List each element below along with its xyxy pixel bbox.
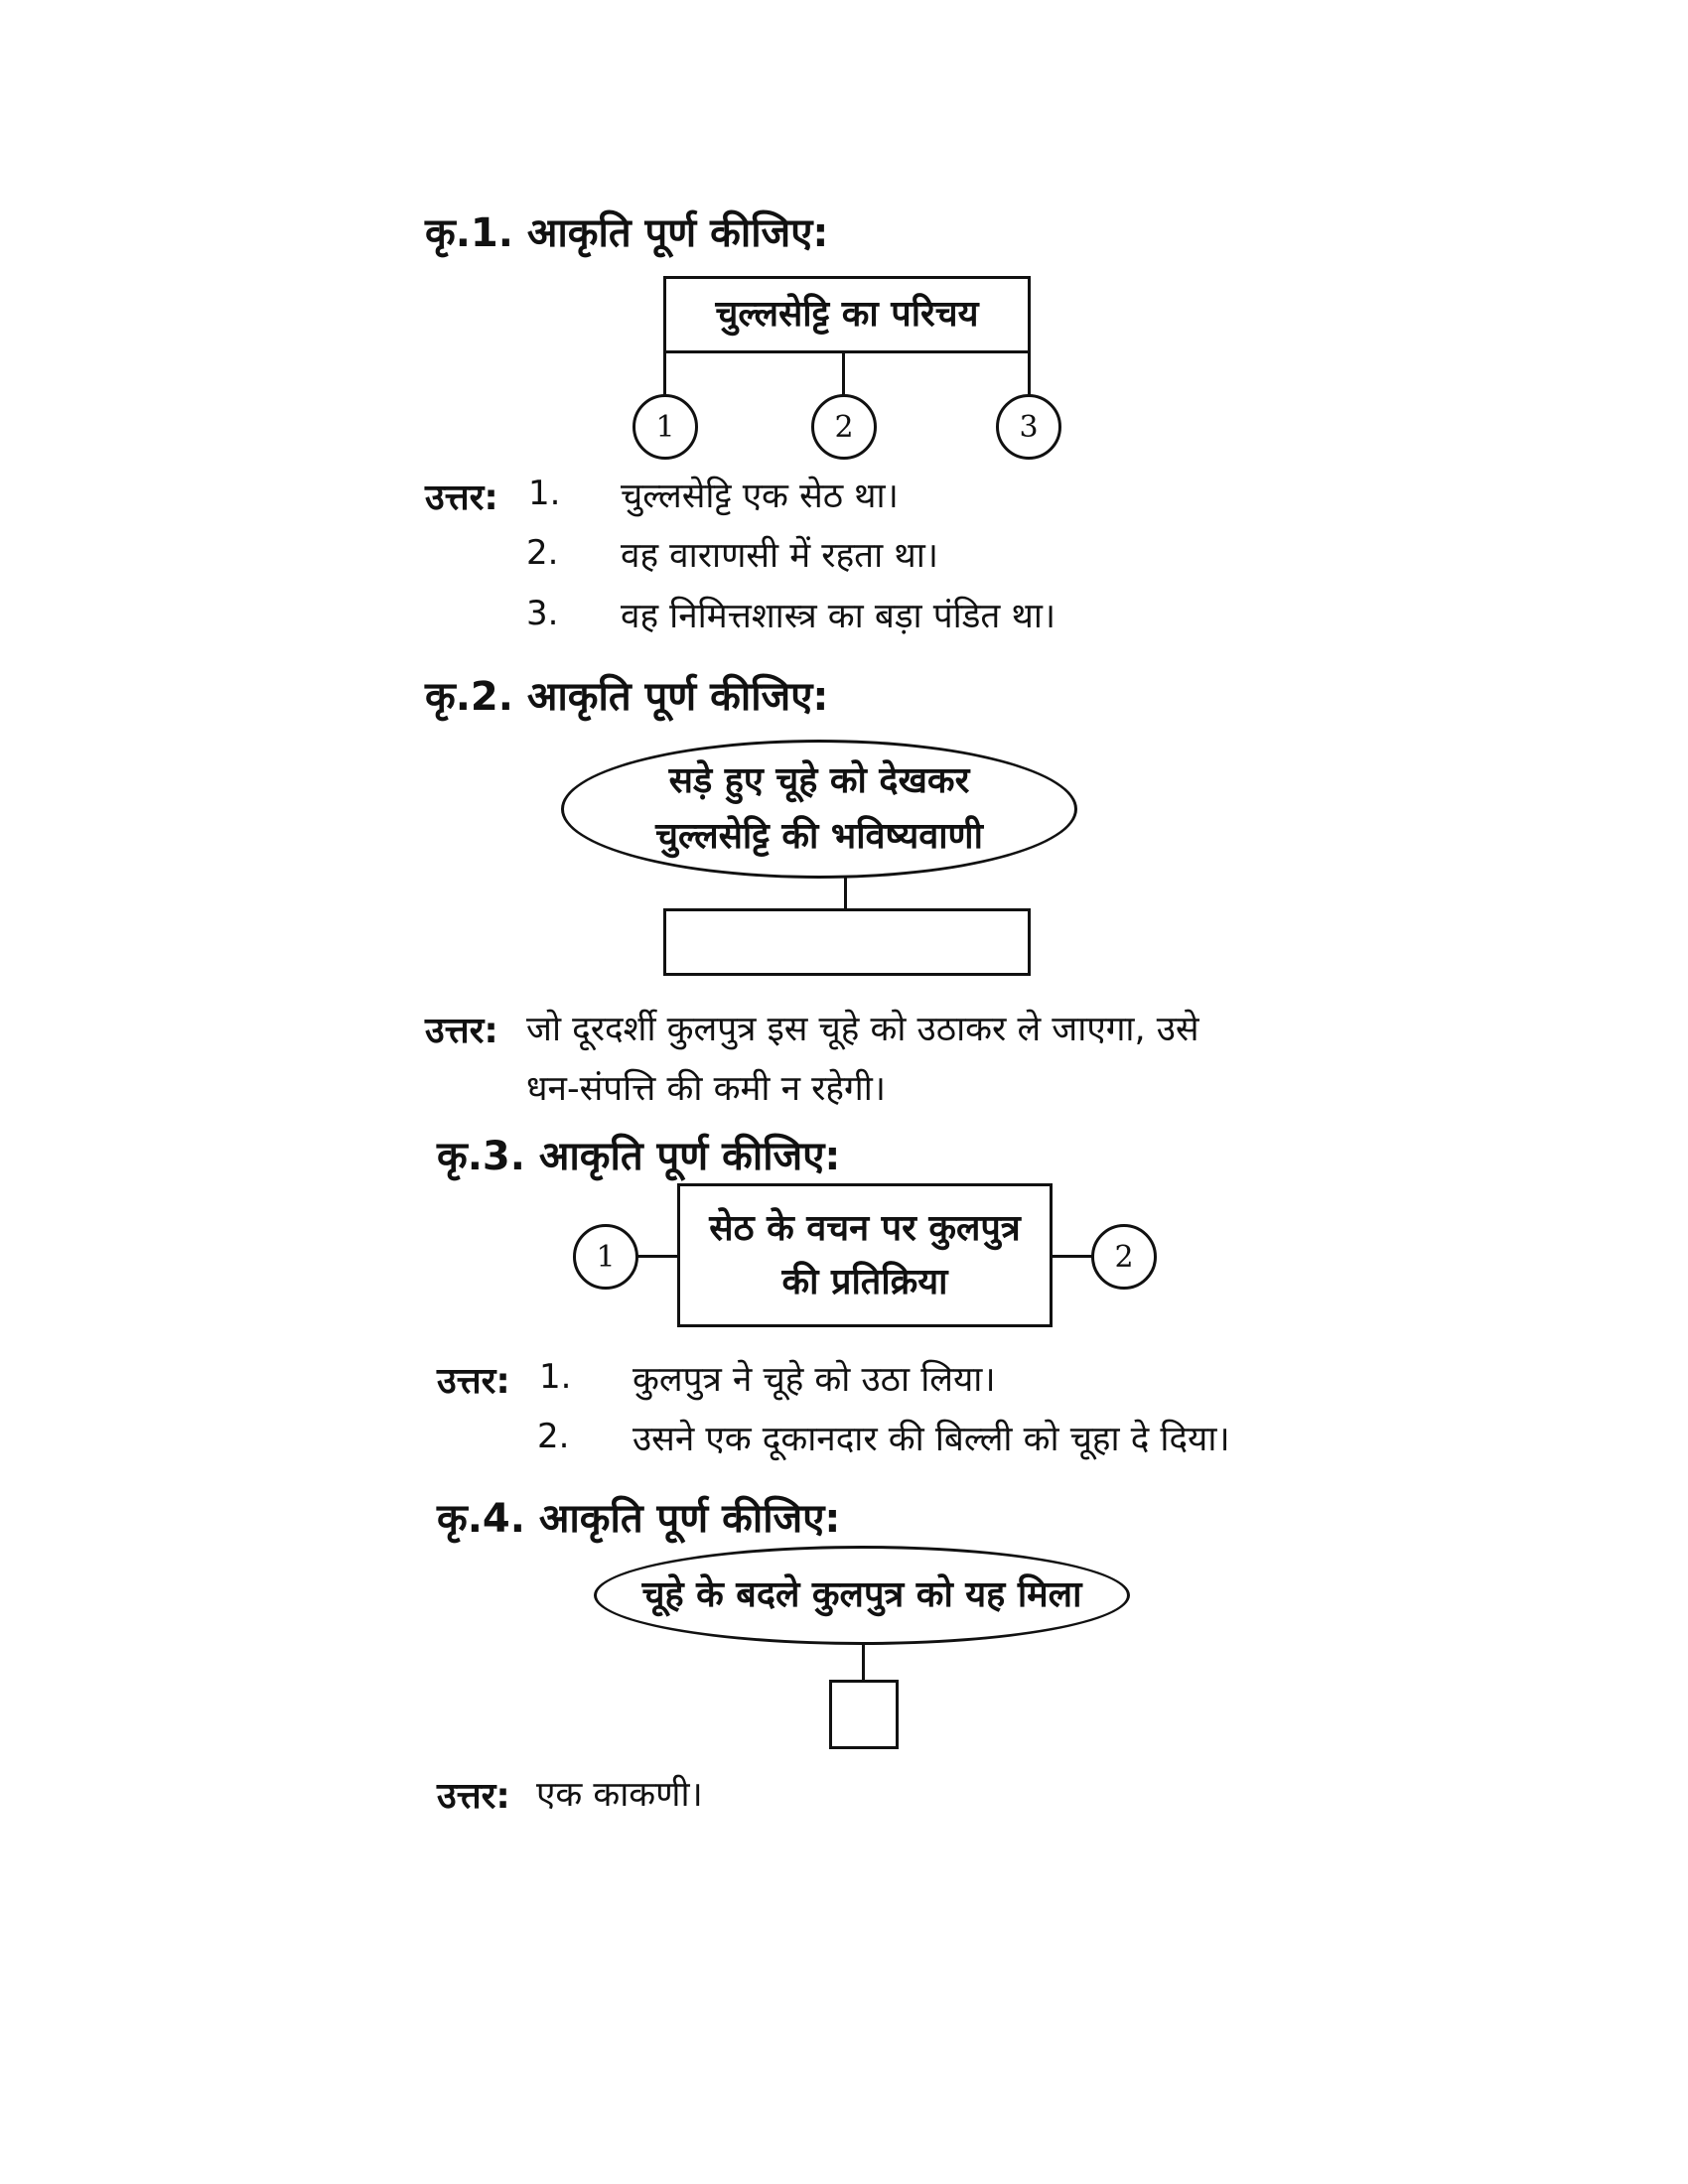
- q2-oval-line-1: सड़े हुए चूहे को देखकर: [668, 760, 970, 802]
- q2-empty-box: [663, 908, 1031, 976]
- q3-answer-1: कुलपुत्र ने चूहे को उठा लिया।: [633, 1360, 996, 1400]
- q4-received-oval: चूहे के बदले कुलपुत्र को यह मिला: [594, 1546, 1130, 1645]
- q4-heading: कृ.4. आकृति पूर्ण कीजिए:: [437, 1496, 841, 1542]
- q3-heading: कृ.3. आकृति पूर्ण कीजिए:: [437, 1134, 841, 1179]
- q2-answer-label: उत्तर:: [425, 1011, 498, 1051]
- q1-answer-num-3: 3.: [526, 594, 559, 633]
- q4-empty-box: [829, 1680, 899, 1749]
- q2-answer-line-1: जो दूरदर्शी कुलपुत्र इस चूहे को उठाकर ले जाएगा, उसे: [526, 1010, 1199, 1049]
- q1-connector-right: [1028, 351, 1031, 399]
- q1-connector-left: [663, 351, 666, 399]
- q3-reaction-box: [677, 1183, 1053, 1327]
- q1-answer-num-2: 2.: [526, 533, 559, 573]
- q1-circle-1: 1: [633, 394, 698, 460]
- q4-answer-label: उत्तर:: [437, 1776, 510, 1817]
- q1-heading: कृ.1. आकृति पूर्ण कीजिए:: [425, 210, 829, 256]
- q4-answer: एक काकणी।: [536, 1775, 703, 1815]
- q3-circle-1: 1: [573, 1224, 638, 1290]
- q1-circle-3: 3: [996, 394, 1061, 460]
- q1-answer-label: उत्तर:: [425, 478, 498, 518]
- q2-heading: कृ.2. आकृति पूर्ण कीजिए:: [425, 674, 829, 720]
- q4-connector: [862, 1643, 865, 1683]
- q1-answer-1: चुल्लसेट्टि एक सेठ था।: [621, 477, 899, 516]
- q3-box-line-1: सेठ के वचन पर कुलपुत्र: [709, 1207, 1021, 1249]
- q1-topic-box: चुल्लसेट्टि का परिचय: [663, 276, 1031, 353]
- q3-answer-2: उसने एक दूकानदार की बिल्ली को चूहा दे दिया।: [633, 1420, 1230, 1459]
- q3-connector-left: [637, 1255, 679, 1258]
- q2-prediction-oval: [561, 740, 1077, 879]
- q1-answer-num-1: 1.: [528, 474, 561, 513]
- q1-answer-2: वह वाराणसी में रहता था।: [621, 536, 939, 576]
- q3-circle-2: 2: [1091, 1224, 1157, 1290]
- q2-connector: [844, 877, 847, 911]
- q3-answer-num-1: 1.: [539, 1357, 572, 1397]
- q1-circle-2: 2: [811, 394, 877, 460]
- q3-box-line-2: की प्रतिक्रिया: [781, 1261, 948, 1302]
- q1-answer-3: वह निमित्तशास्त्र का बड़ा पंडित था।: [621, 597, 1056, 636]
- q3-answer-num-2: 2.: [537, 1417, 570, 1456]
- q2-oval-line-2: चुल्लसेट्टि की भविष्यवाणी: [655, 816, 983, 857]
- q3-answer-label: उत्तर:: [437, 1361, 510, 1402]
- q2-answer-line-2: धन-संपत्ति की कमी न रहेगी।: [526, 1069, 887, 1109]
- q3-connector-right: [1051, 1255, 1094, 1258]
